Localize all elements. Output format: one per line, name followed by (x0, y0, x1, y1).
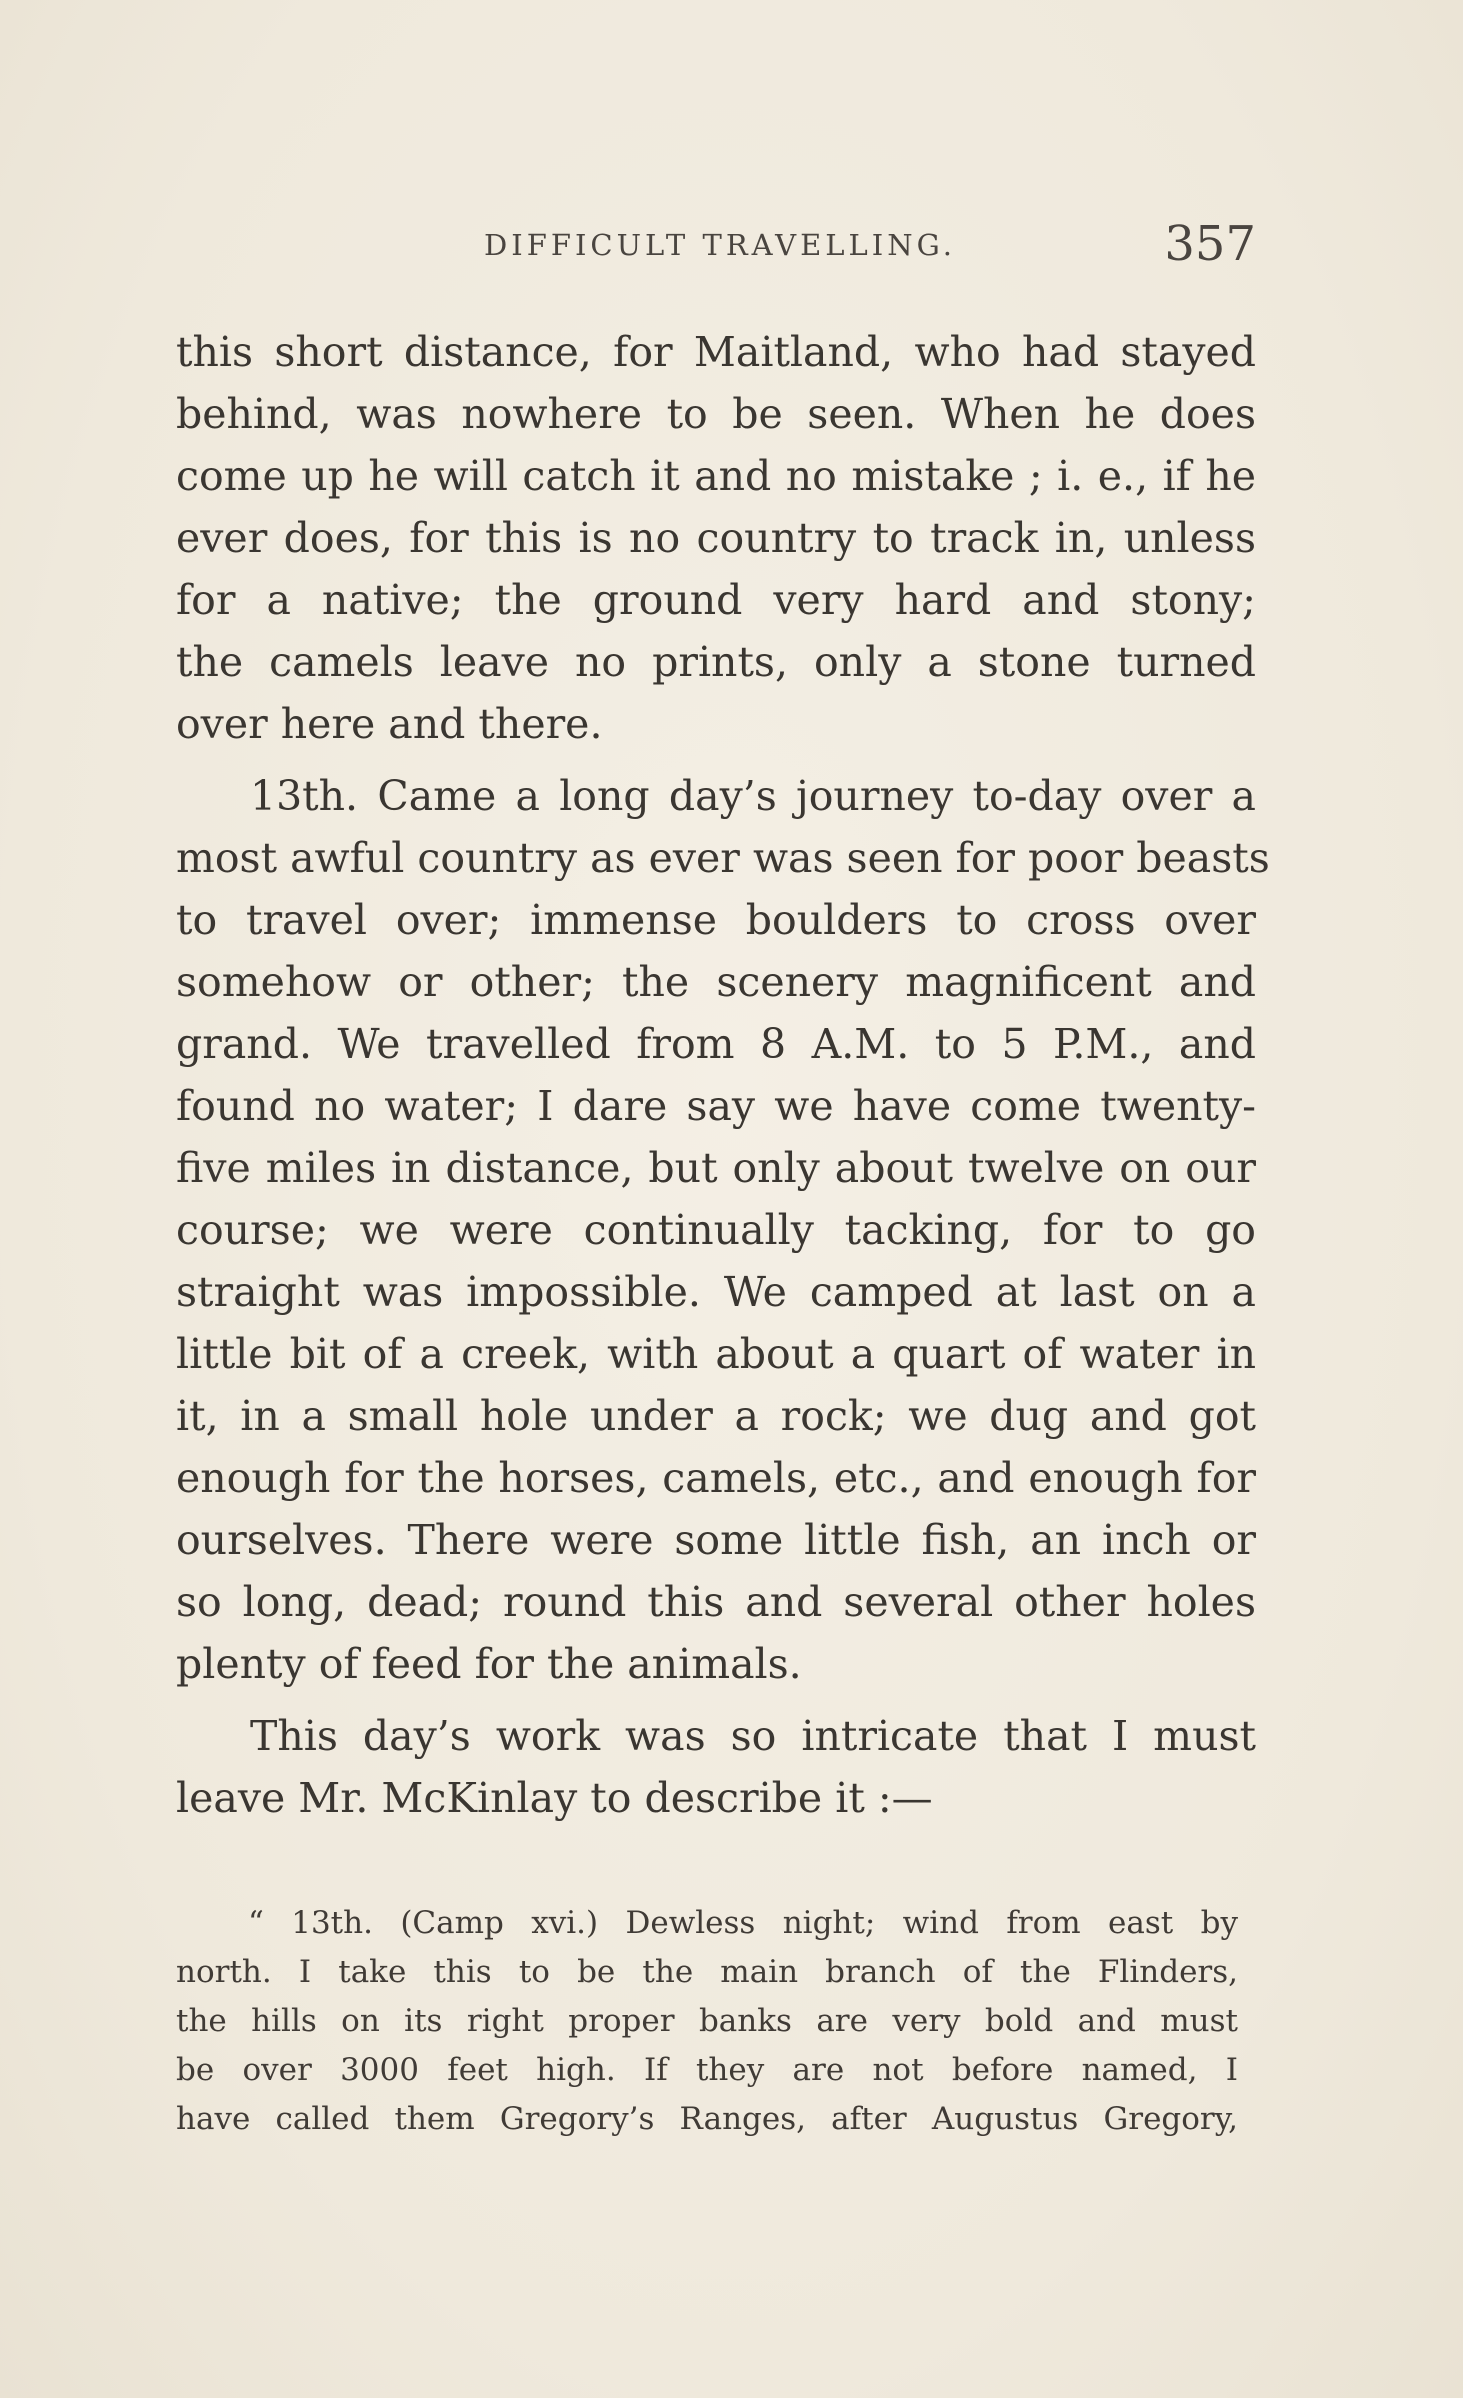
footnote-line: the hills on its right proper banks are very bold and must (176, 2003, 1238, 2039)
text-line: ever does, for this is no country to track in, unless (176, 514, 1256, 562)
footnote-line: be over 3000 feet high. If they are not before named, I (176, 2052, 1238, 2088)
text-line: enough for the horses, camels, etc., and enough for (176, 1454, 1256, 1502)
text-line: ourselves. There were some little fish, an inch or (176, 1516, 1256, 1564)
text-line: somehow or other; the scenery magnificent and (176, 958, 1256, 1006)
text-line: 13th. Came a long day’s journey to-day over a (250, 772, 1256, 820)
footnote-line: north. I take this to be the main branch of the Flinders, (176, 1954, 1238, 1990)
page-header (176, 216, 1256, 276)
text-line: behind, was nowhere to be seen. When he does (176, 390, 1256, 438)
text-line: This day’s work was so intricate that I must (250, 1712, 1256, 1760)
text-line: come up he will catch it and no mistake ; i. e., if he (176, 452, 1256, 500)
text-line: it, in a small hole under a rock; we dug and got (176, 1392, 1256, 1440)
text-line: grand. We travelled from 8 A.M. to 5 P.M., and (176, 1020, 1256, 1068)
text-line: so long, dead; round this and several other holes (176, 1578, 1256, 1626)
text-line: to travel over; immense boulders to cross over (176, 896, 1256, 944)
text-line: little bit of a creek, with about a quart of water in (176, 1330, 1256, 1378)
text-line: course; we were continually tacking, for to go (176, 1206, 1256, 1254)
footnote-line: have called them Gregory’s Ranges, after Augustus Gregory, (176, 2101, 1238, 2137)
text-line: plenty of feed for the animals. (176, 1640, 802, 1688)
text-line: over here and there. (176, 700, 603, 748)
text-line: for a native; the ground very hard and stony; (176, 576, 1256, 624)
text-line: most awful country as ever was seen for poor beasts (176, 834, 1270, 882)
text-line: found no water; I dare say we have come twenty- (176, 1082, 1256, 1130)
text-line: five miles in distance, but only about twelve on our (176, 1144, 1256, 1192)
text-line: straight was impossible. We camped at last on a (176, 1268, 1256, 1316)
footnote-line: “ 13th. (Camp xvi.) Dewless night; wind from east by (248, 1905, 1238, 1941)
text-line: this short distance, for Maitland, who had stayed (176, 328, 1256, 376)
text-line: the camels leave no prints, only a stone turned (176, 638, 1256, 686)
text-line: leave Mr. McKinlay to describe it :— (176, 1774, 933, 1822)
running-head: DIFFICULT TRAVELLING. (484, 228, 956, 262)
page-number: 357 (1164, 216, 1256, 272)
